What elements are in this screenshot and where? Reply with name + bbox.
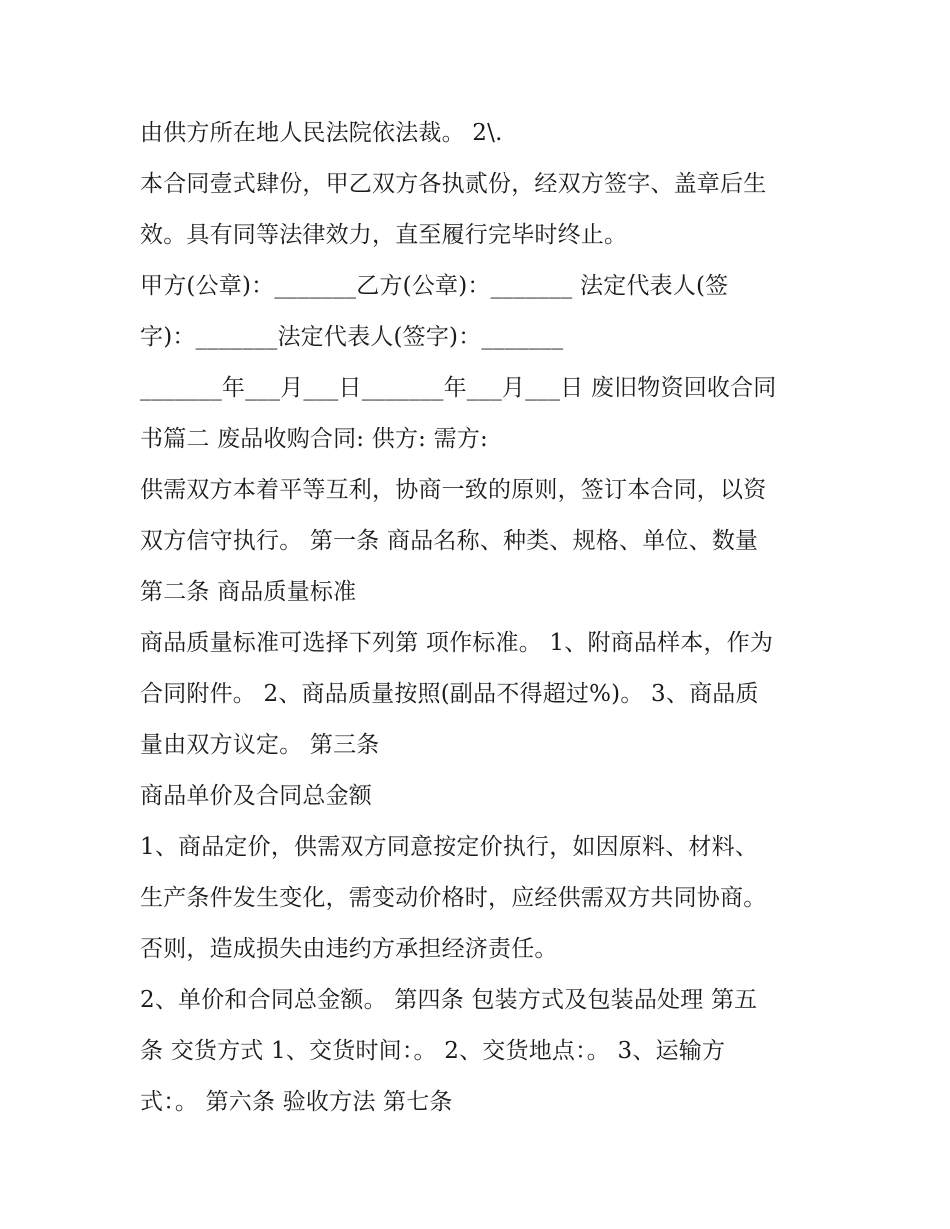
section-heading: 商品单价及合同总金额: [140, 783, 372, 809]
text-line: 商品质量标准可选择下列第 项作标准。 1、附商品样本，作为: [140, 630, 774, 656]
text-line: 生产条件发生变化，需变动价格时，应经供需双方共同协商。: [140, 885, 767, 911]
text-line: 1、商品定价，供需双方同意按定价执行，如因原料、材料、: [140, 834, 759, 860]
text-line: _______年___月___日_______年___月___日 废旧物资回收合同: [140, 375, 777, 401]
text-line: 书篇二 废品收购合同: 供方: 需方:: [140, 426, 488, 452]
text-line: 式：。 第六条 验收方法 第七条: [140, 1089, 453, 1115]
text-line: 合同附件。 2、商品质量按照(副品不得超过%)。 3、商品质: [140, 681, 759, 707]
text-line: 双方信守执行。 第一条 商品名称、种类、规格、单位、数量: [140, 528, 759, 554]
text-line: 效。具有同等法律效力，直至履行完毕时终止。: [140, 222, 628, 248]
text-line: 字)：_______法定代表人(签字)：_______: [140, 324, 564, 350]
text-line: 本合同壹式肆份，甲乙双方各执贰份，经双方签字、盖章后生: [140, 171, 767, 197]
text-line: 量由双方议定。 第三条: [140, 732, 380, 758]
text-line: 2、单价和合同总金额。 第四条 包装方式及包装品处理 第五: [140, 987, 758, 1013]
text-line: 由供方所在地人民法院依法裁。 2\.: [140, 120, 503, 146]
document-body: [140, 108, 820, 1128]
section-heading: 第二条 商品质量标准: [140, 579, 357, 605]
text-line: 甲方(公章)：_______乙方(公章)：_______ 法定代表人(签: [140, 273, 729, 299]
text-line: 供需双方本着平等互利，协商一致的原则，签订本合同，以资: [140, 477, 767, 503]
text-line: 条 交货方式 1、交货时间：。 2、交货地点：。 3、运输方: [140, 1038, 726, 1064]
text-line: 否则，造成损失由违约方承担经济责任。: [140, 936, 558, 962]
